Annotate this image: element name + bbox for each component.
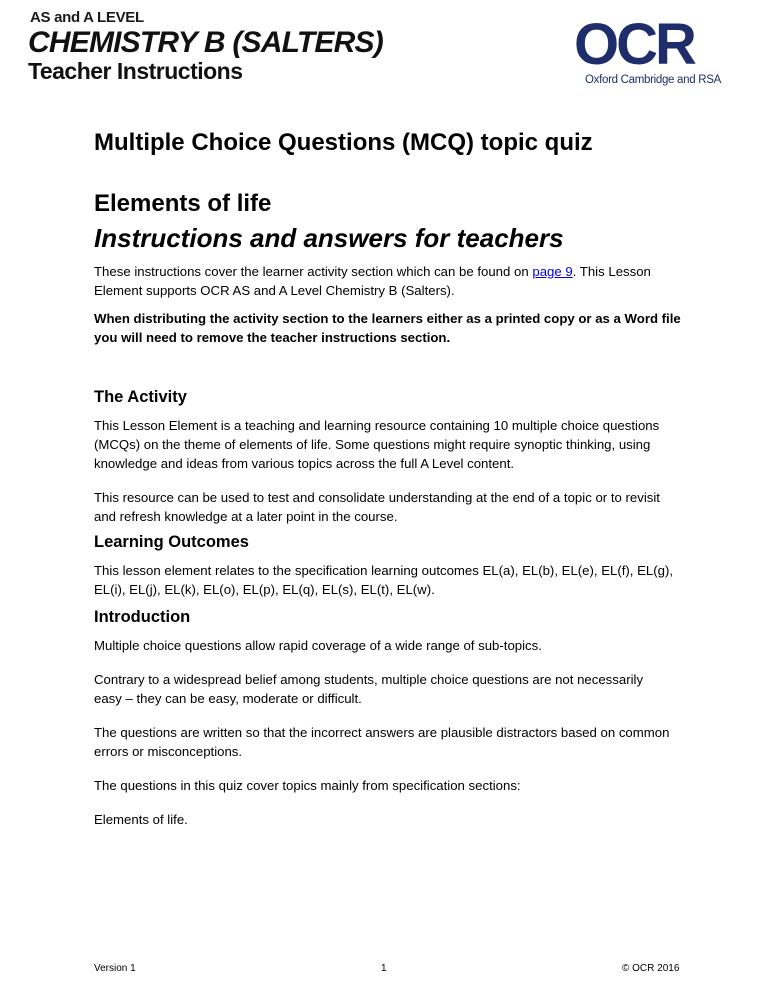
header-doc-type: Teacher Instructions	[28, 58, 243, 84]
activity-heading: The Activity	[94, 388, 187, 406]
header-subject: CHEMISTRY B (SALTERS)	[28, 26, 383, 59]
footer-version: Version 1	[94, 963, 136, 974]
introduction-heading: Introduction	[94, 608, 191, 626]
footer-page-number: 1	[381, 963, 387, 974]
topic-title: Elements of life	[94, 190, 272, 217]
introduction-paragraph-5: Elements of life.	[94, 812, 188, 827]
activity-paragraph-2: This resource can be used to test and consolidate understanding at the end of a topic or to revisit and refresh knowledge at a later point in the course.	[94, 490, 660, 524]
header-level: AS and A LEVEL	[30, 9, 144, 26]
subtitle: Instructions and answers for teachers	[94, 223, 564, 253]
ocr-logo: OCR	[574, 12, 694, 77]
ocr-logo-tagline: Oxford Cambridge and RSA	[585, 74, 721, 86]
page-9-link[interactable]: page 9	[532, 264, 573, 279]
introduction-paragraph-3: The questions are written so that the incorrect answers are plausible distractors based on common errors or misconceptions.	[94, 725, 670, 759]
page-title: Multiple Choice Questions (MCQ) topic quiz	[94, 129, 593, 156]
introduction-paragraph-4: The questions in this quiz cover topics mainly from specification sections:	[94, 778, 521, 793]
intro-paragraph: These instructions cover the learner activity section which can be found on page 9. This Lesson Element supports OCR AS and A Level Chemistry B (Salters).	[94, 264, 651, 298]
activity-paragraph-1: This Lesson Element is a teaching and learning resource containing 10 multiple choice questions (MCQs) on the theme of elements of life. Some questions might require synoptic thinking, using knowledge and ideas from various topics across the full A Level content.	[94, 418, 660, 471]
outcomes-paragraph: This lesson element relates to the specification learning outcomes EL(a), EL(b), EL(e), EL(f), EL(g), EL(i), EL(j), EL(k), EL(o), EL(p), EL(q), EL(s), EL(t), EL(w).	[94, 563, 674, 597]
outcomes-heading: Learning Outcomes	[94, 533, 249, 551]
warning-paragraph: When distributing the activity section to the learners either as a printed copy or as a Word file you will need to remove the teacher instructions section.	[94, 311, 681, 345]
introduction-paragraph-2: Contrary to a widespread belief among students, multiple choice questions are not necessarily easy – they can be easy, moderate or difficult.	[94, 672, 644, 706]
footer-copyright: © OCR 2016	[622, 963, 680, 974]
introduction-paragraph-1: Multiple choice questions allow rapid coverage of a wide range of sub-topics.	[94, 638, 542, 653]
